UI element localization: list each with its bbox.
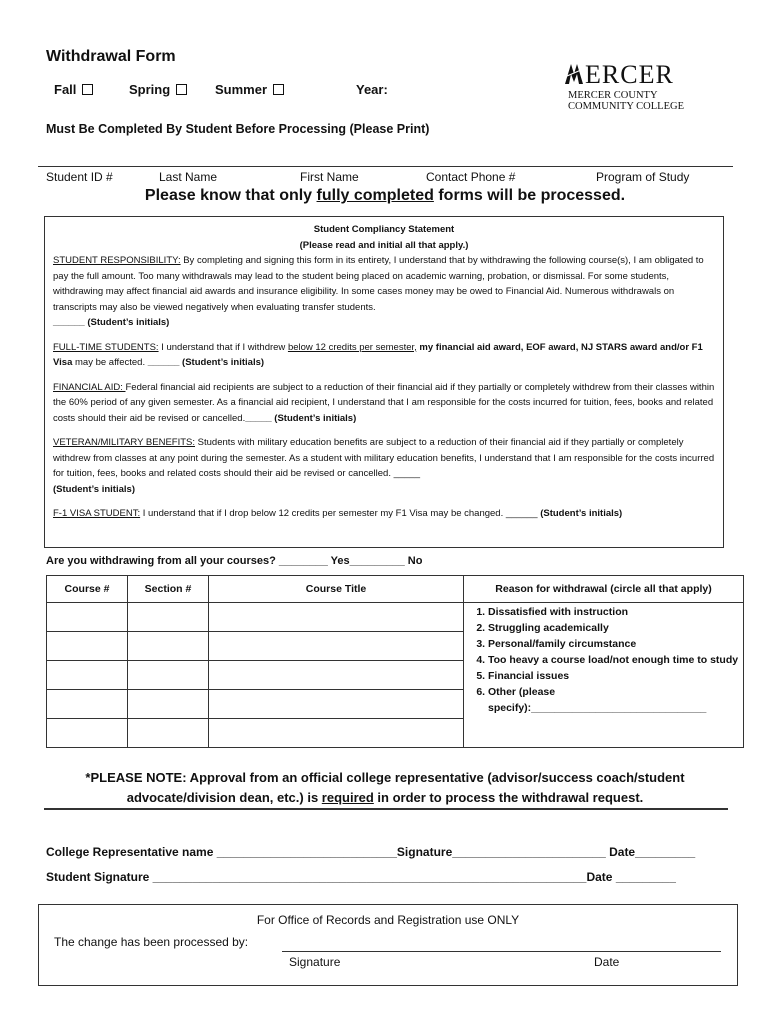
reason-item[interactable]: 2. Struggling academically (488, 620, 740, 636)
notice-post: forms will be processed. (433, 187, 626, 204)
financial-initials[interactable]: _____ (Student’s initials) (245, 412, 357, 424)
term-label: Spring (129, 82, 171, 97)
responsibility-paragraph (53, 253, 715, 331)
title-cell[interactable] (209, 661, 464, 690)
term-label: Fall (54, 82, 77, 97)
fulltime-bold: my financial aid award, EOF award, NJ STARS award and/or F1 Visa (53, 341, 703, 368)
compliancy-statement (44, 216, 724, 548)
section-cell[interactable] (128, 603, 209, 632)
fulltime-text: I understand that if I withdrew (158, 341, 288, 353)
visa-initials[interactable]: (Student’s initials) (537, 508, 623, 519)
note-emphasis: required (321, 790, 374, 805)
spring-checkbox[interactable] (176, 84, 187, 95)
veteran-initials[interactable]: (Student’s initials) (53, 483, 135, 495)
processed-by-label: The change has been processed by: (54, 935, 249, 949)
financial-paragraph (53, 380, 715, 427)
year-label: Year: (356, 82, 388, 97)
office-title: For Office of Records and Registration use ONLY (256, 913, 520, 927)
completion-notice (0, 187, 770, 205)
office-signature-label: Signature (289, 955, 341, 969)
responsibility-label: STUDENT RESPONSIBILITY: (53, 255, 181, 266)
field-student-id: Student ID # (46, 170, 113, 184)
form-title: Withdrawal Form (46, 48, 176, 65)
responsibility-initials[interactable]: ______ (Student’s initials) (53, 317, 170, 328)
veteran-text: Students with military education benefits are subject to a reduction of their financial aid if they partially or completely withdrew from classes at any point during the semester. As a student with military education benefits, I understand that I am responsible for the costs incurred for tuition, fees, books and related costs should their aid be revised or cancelled. _____ (53, 437, 715, 479)
note-post: in order to process the withdrawal request. (373, 790, 644, 805)
term-label: Summer (215, 82, 268, 97)
statement-heading: Student Compliancy Statement (313, 224, 455, 235)
college-logo (565, 60, 690, 115)
course-cell[interactable] (47, 661, 128, 690)
fall-checkbox[interactable] (82, 84, 93, 95)
visa-text: I understand that if I drop below 12 credits per semester my F1 Visa may be changed. ______ (140, 508, 538, 519)
title-cell[interactable] (209, 719, 464, 748)
visa-paragraph (53, 506, 715, 522)
section-cell[interactable] (128, 690, 209, 719)
field-contact-phone: Contact Phone # (426, 170, 516, 184)
table-header-row (47, 576, 744, 603)
title-cell[interactable] (209, 603, 464, 632)
office-use-box (38, 904, 738, 986)
note-divider (44, 808, 728, 810)
section-cell[interactable] (128, 719, 209, 748)
logo-line-county: MERCER COUNTY (568, 90, 658, 101)
statement-subheading: (Please read and initial all that apply.) (299, 239, 469, 251)
veteran-label: VETERAN/MILITARY BENEFITS: (53, 437, 196, 448)
field-first-name: First Name (300, 170, 359, 184)
approval-note (60, 768, 710, 808)
term-fall (54, 82, 93, 97)
reason-item[interactable]: 1. Dissatisfied with instruction (488, 604, 740, 620)
form-instructions: Must Be Completed By Student Before Processing (Please Print) (46, 122, 430, 136)
course-cell[interactable] (47, 632, 128, 661)
financial-label: FINANCIAL AID: (53, 381, 126, 393)
logo-line-college: COMMUNITY COLLEGE (568, 101, 684, 112)
notice-emphasis: fully completed (316, 187, 434, 204)
header-course: Course # (47, 576, 128, 603)
reason-item[interactable]: 3. Personal/family circumstance (488, 636, 740, 652)
course-cell[interactable] (47, 690, 128, 719)
section-cell[interactable] (128, 632, 209, 661)
note-pre: *PLEASE NOTE: Approval from an official college representative (advisor/success coach/student advocate/division dean, etc.) is (85, 770, 685, 805)
student-info-line[interactable] (38, 166, 733, 167)
header-reason: Reason for withdrawal (circle all that apply) (464, 576, 744, 603)
fulltime-paragraph (53, 340, 715, 371)
notice-pre: Please know that only (144, 187, 317, 204)
fulltime-text-2: may be affected. (72, 357, 148, 368)
header-section: Section # (128, 576, 209, 603)
logo-word: ERCER (585, 60, 674, 89)
header-course-title: Course Title (209, 576, 464, 603)
term-summer (215, 82, 284, 97)
fulltime-underlined: below 12 credits per semester, (287, 341, 417, 353)
veteran-paragraph (53, 435, 715, 497)
reason-item[interactable]: 4. Too heavy a course load/not enough time to study (488, 652, 740, 668)
course-cell[interactable] (47, 719, 128, 748)
field-last-name: Last Name (159, 170, 218, 184)
office-signature-line[interactable] (282, 951, 721, 952)
reason-item[interactable]: 5. Financial issues (488, 668, 740, 684)
withdrawal-reasons (470, 604, 740, 716)
m-logo-icon (565, 64, 583, 84)
course-cell[interactable] (47, 603, 128, 632)
reason-item[interactable]: 6. Other (please specify):______________________________ (488, 684, 740, 716)
section-cell[interactable] (128, 661, 209, 690)
office-date-label: Date (594, 955, 620, 969)
student-signature-line[interactable]: Student Signature _________________________________________________________________Date _________ (46, 870, 676, 884)
field-program: Program of Study (596, 170, 690, 184)
fulltime-label: FULL-TIME STUDENTS: (53, 341, 159, 353)
title-cell[interactable] (209, 690, 464, 719)
responsibility-text: By completing and signing this form in its entirety, I understand that by withdrawing the following course(s), I am obligated to pay the full amount. Too many withdrawals may lead to the student being placed on academic warning, probation, or dismissal. For some students, withdrawing may affect financial aid awards and insurance eligibility. In some cases money may be owed to Financial Aid. Numerous withdrawals on transcripts may also be viewed negatively when evaluating transfer students. (53, 255, 704, 313)
term-spring (129, 82, 187, 97)
representative-signature-line[interactable]: College Representative name ___________________________Signature_______________________ Date_________ (46, 845, 696, 859)
visa-label: F-1 VISA STUDENT: (53, 508, 141, 519)
title-cell[interactable] (209, 632, 464, 661)
summer-checkbox[interactable] (273, 84, 284, 95)
fulltime-initials[interactable]: ______ (Student’s initials) (147, 357, 265, 368)
financial-text: Federal financial aid recipients are subject to a reduction of their financial aid if they partially or completely withdrew from their classes within the 60% period of any given semester. As a financial aid recipient, I understand that I am responsible for the costs incurred for tuition, fees, books and related costs should their aid be revised or cancelled. (53, 381, 715, 424)
withdraw-all-question[interactable]: Are you withdrawing from all your courses? ________ Yes_________ No (46, 555, 423, 567)
